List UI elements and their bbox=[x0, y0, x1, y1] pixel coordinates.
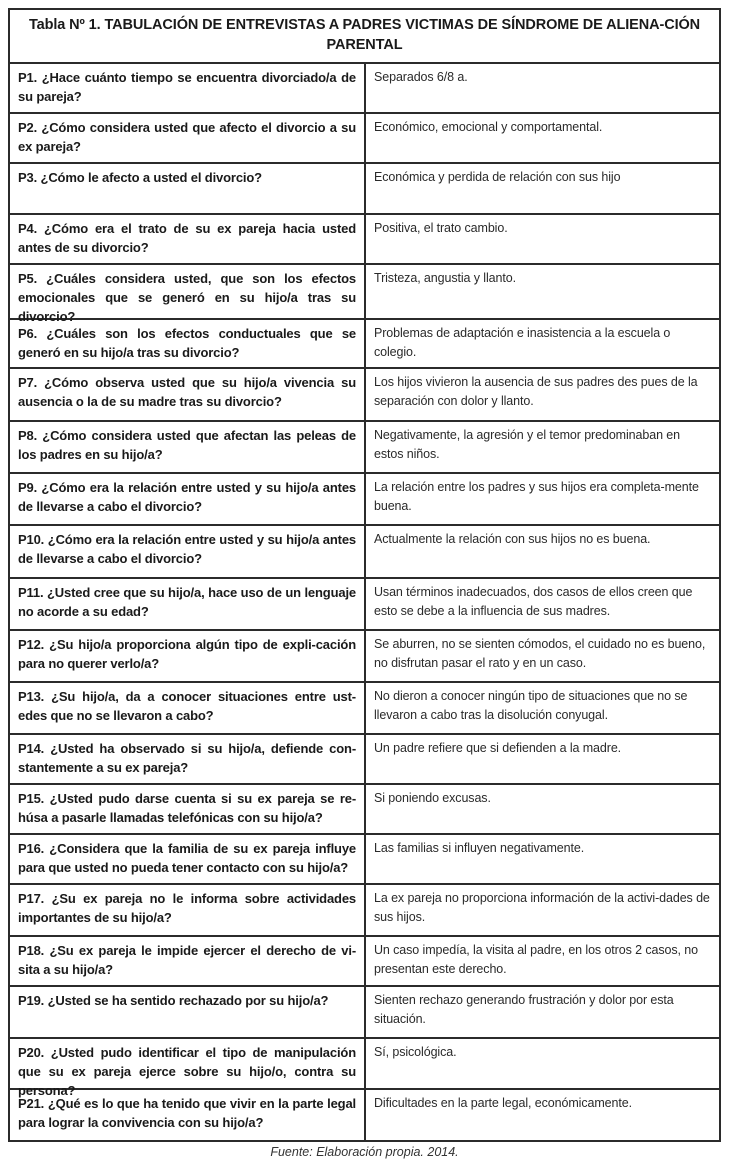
source-caption: Fuente: Elaboración propia. 2014. bbox=[270, 1145, 459, 1159]
answer-cell: Económico, emocional y comportamental. bbox=[374, 120, 603, 134]
table-row bbox=[10, 735, 719, 785]
question-cell: P11. ¿Usted cree que su hijo/a, hace uso de un lenguaje no acorde a su edad? bbox=[10, 579, 366, 629]
question-cell: P5. ¿Cuáles considera usted, que son los efectos emocionales que se generó en su hijo/a tras su divorcio? bbox=[10, 265, 366, 318]
answer-cell: Actualmente la relación con sus hijos no es buena. bbox=[374, 532, 651, 546]
table-row bbox=[10, 937, 719, 987]
table-row bbox=[10, 987, 719, 1039]
question-cell: P3. ¿Cómo le afecto a usted el divorcio? bbox=[10, 164, 366, 213]
question-cell: P2. ¿Cómo considera usted que afecto el divorcio a su ex pareja? bbox=[10, 114, 366, 162]
table-row bbox=[10, 265, 719, 324]
table-row bbox=[10, 631, 719, 683]
answer-cell: Problemas de adaptación e inasistencia a la escuela o colegio. bbox=[374, 326, 671, 359]
table-row bbox=[10, 785, 719, 835]
question-cell: P9. ¿Cómo era la relación entre usted y su hijo/a antes de llevarse a cabo el divorcio? bbox=[10, 474, 366, 524]
table-row bbox=[10, 369, 719, 422]
table-row bbox=[10, 579, 719, 631]
answer-cell: Sienten rechazo generando frustración y dolor por esta situación. bbox=[374, 993, 674, 1026]
table-row bbox=[10, 474, 719, 526]
answer-cell: Un caso impedía, la visita al padre, en los otros 2 casos, no presentan este derecho. bbox=[374, 943, 698, 976]
question-cell: P19. ¿Usted se ha sentido rechazado por su hijo/a? bbox=[10, 987, 366, 1037]
table-row bbox=[10, 422, 719, 474]
table-row bbox=[10, 1090, 719, 1140]
answer-cell: Negativamente, la agresión y el temor predominaban en estos niños. bbox=[374, 428, 680, 461]
question-cell: P21. ¿Qué es lo que ha tenido que vivir en la parte legal para lograr la convivencia con su hijo/a? bbox=[10, 1090, 366, 1140]
question-cell: P16. ¿Considera que la familia de su ex pareja influye para que usted no pueda tener contacto con su hijo/a? bbox=[10, 835, 366, 883]
question-cell: P8. ¿Cómo considera usted que afectan las peleas de los padres en su hijo/a? bbox=[10, 422, 366, 472]
answer-cell: Sí, psicológica. bbox=[374, 1045, 457, 1059]
answer-cell: La ex pareja no proporciona información de la activi-dades de sus hijos. bbox=[374, 891, 710, 924]
table-row bbox=[10, 835, 719, 885]
answer-cell: La relación entre los padres y sus hijos era completa-mente buena. bbox=[374, 480, 699, 513]
answer-cell: Separados 6/8 a. bbox=[374, 70, 468, 84]
answer-cell: Los hijos vivieron la ausencia de sus padres des pues de la separación con dolor y llanto. bbox=[374, 375, 698, 408]
question-cell: P18. ¿Su ex pareja le impide ejercer el derecho de vi-sita a su hijo/a? bbox=[10, 937, 366, 985]
question-cell: P1. ¿Hace cuánto tiempo se encuentra divorciado/a de su pareja? bbox=[10, 64, 366, 112]
interview-table bbox=[8, 8, 721, 1142]
table-row bbox=[10, 164, 719, 215]
question-cell: P10. ¿Cómo era la relación entre usted y su hijo/a antes de llevarse a cabo el divorcio? bbox=[10, 526, 366, 577]
table-row bbox=[10, 215, 719, 265]
table-row bbox=[10, 114, 719, 164]
table-row bbox=[10, 1039, 719, 1098]
answer-cell: Dificultades en la parte legal, económicamente. bbox=[374, 1096, 632, 1110]
table-body bbox=[10, 64, 719, 1140]
table-row bbox=[10, 64, 719, 114]
table-row bbox=[10, 683, 719, 735]
table-row bbox=[10, 526, 719, 579]
question-cell: P17. ¿Su ex pareja no le informa sobre actividades importantes de su hijo/a? bbox=[10, 885, 366, 935]
question-cell: P12. ¿Su hijo/a proporciona algún tipo de expli-cación para no querer verlo/a? bbox=[10, 631, 366, 681]
answer-cell: Tristeza, angustia y llanto. bbox=[374, 271, 516, 285]
question-cell: P4. ¿Cómo era el trato de su ex pareja hacia usted antes de su divorcio? bbox=[10, 215, 366, 263]
answer-cell: Si poniendo excusas. bbox=[374, 791, 491, 805]
answer-cell: Un padre refiere que si defienden a la madre. bbox=[374, 741, 622, 755]
question-cell: P20. ¿Usted pudo identificar el tipo de manipulación que su ex pareja ejerce sobre su hijo/o, contra su persona? bbox=[10, 1039, 366, 1088]
table-title: Tabla Nº 1. TABULACIÓN DE ENTREVISTAS A PADRES VICTIMAS DE SÍNDROME DE ALIENA-CIÓN PARENTAL bbox=[10, 10, 719, 64]
answer-cell: Usan términos inadecuados, dos casos de ellos creen que esto se debe a la influencia de sus madres. bbox=[374, 585, 693, 618]
table-row bbox=[10, 320, 719, 369]
question-cell: P14. ¿Usted ha observado si su hijo/a, defiende con-stantemente a su ex pareja? bbox=[10, 735, 366, 783]
question-cell: P7. ¿Cómo observa usted que su hijo/a vivencia su ausencia o la de su madre tras su divorcio? bbox=[10, 369, 366, 420]
question-cell: P13. ¿Su hijo/a, da a conocer situaciones entre ust-edes que no se llevaron a cabo? bbox=[10, 683, 366, 733]
answer-cell: Las familias si influyen negativamente. bbox=[374, 841, 585, 855]
answer-cell: Positiva, el trato cambio. bbox=[374, 221, 508, 235]
question-cell: P15. ¿Usted pudo darse cuenta si su ex pareja se re-húsa a pasarle llamadas telefónicas con su hijo/a? bbox=[10, 785, 366, 833]
answer-cell: No dieron a conocer ningún tipo de situaciones que no se llevaron a cabo tras la disolución conyugal. bbox=[374, 689, 688, 722]
table-row bbox=[10, 885, 719, 937]
answer-cell: Se aburren, no se sienten cómodos, el cuidado no es bueno, no disfrutan pasar el rato y en un caso. bbox=[374, 637, 706, 670]
question-cell: P6. ¿Cuáles son los efectos conductuales que se generó en su hijo/a tras su divorcio? bbox=[10, 320, 366, 367]
answer-cell: Económica y perdida de relación con sus hijo bbox=[374, 170, 621, 184]
